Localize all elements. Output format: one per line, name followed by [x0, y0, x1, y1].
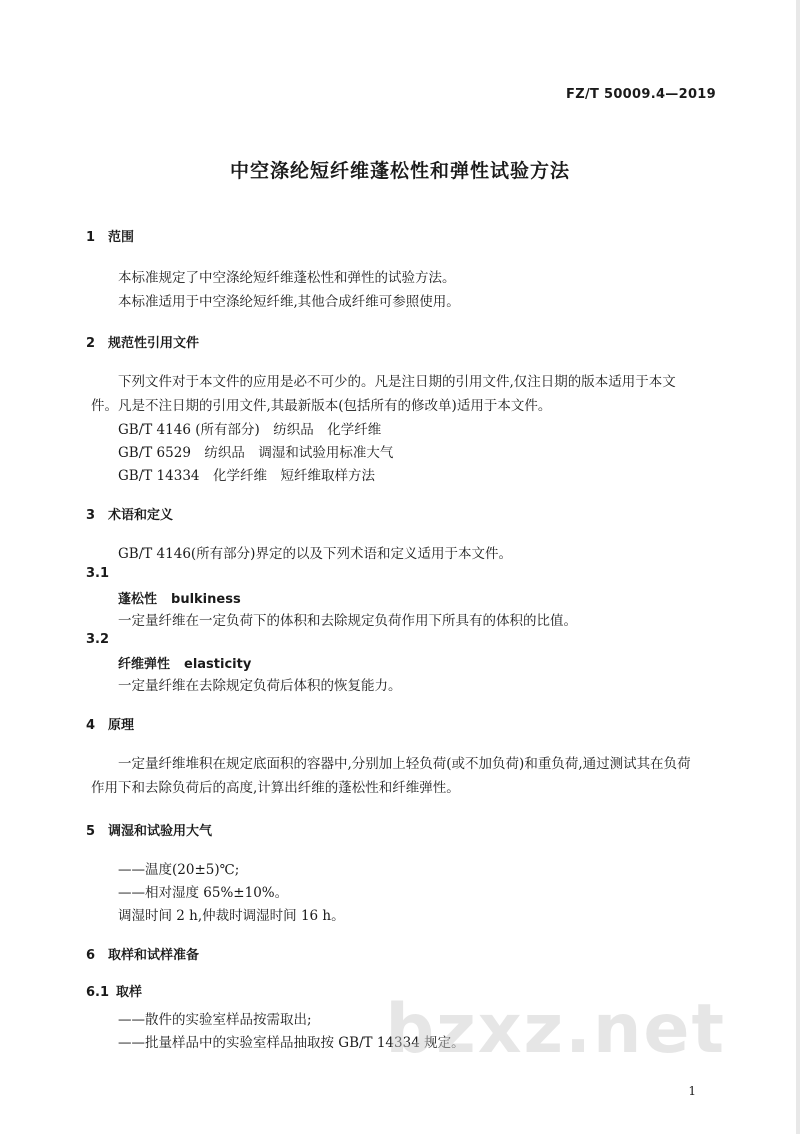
reference-item: GB/T 4146 (所有部分) 纺织品 化学纤维: [118, 422, 382, 438]
paragraph: 一定量纤维堆积在规定底面积的容器中,分别加上轻负荷(或不加负荷)和重负荷,通过测试其在负荷作用下和去除负荷后的高度,计算出纤维的蓬松性和纤维弹性。: [91, 756, 691, 796]
term-definition: 一定量纤维在去除规定负荷后体积的恢复能力。: [118, 678, 402, 694]
term-number: 3.2: [86, 632, 110, 647]
term-en: bulkiness: [171, 592, 241, 607]
section-1-heading: [86, 226, 134, 245]
term-en: elasticity: [184, 657, 252, 672]
section-number: 3: [86, 508, 96, 523]
standard-number: FZ/T 50009.4—2019: [566, 87, 716, 102]
section-title: 调湿和试验用大气: [108, 824, 213, 839]
section-number: 4: [86, 718, 96, 733]
section-number: 5: [86, 824, 96, 839]
list-item: ——相对湿度 65%±10%。: [118, 885, 289, 901]
section-4-heading: [86, 714, 134, 733]
section-number: 1: [86, 230, 96, 245]
reference-item: GB/T 14334 化学纤维 短纤维取样方法: [118, 468, 375, 484]
page-number: 1: [688, 1084, 696, 1098]
list-item: ——温度(20±5)℃;: [118, 862, 240, 878]
subsection-title: 取样: [116, 985, 143, 1000]
reference-item: GB/T 6529 纺织品 调湿和试验用标准大气: [118, 445, 394, 461]
section-title: 原理: [108, 718, 135, 733]
paragraph: 下列文件对于本文件的应用是必不可少的。凡是注日期的引用文件,仅注日期的版本适用于本文件。凡是不注日期的引用文件,其最新版本(包括所有的修改单)适用于本文件。: [91, 374, 676, 414]
term-zh: 蓬松性: [118, 592, 158, 607]
list-item: ——批量样品中的实验室样品抽取按 GB/T 14334 规定。: [118, 1035, 465, 1051]
section-title: 取样和试样准备: [108, 948, 200, 963]
section-2-heading: [86, 332, 199, 351]
term-definition: 一定量纤维在一定负荷下的体积和去除规定负荷作用下所具有的体积的比值。: [118, 613, 577, 629]
section-number: 2: [86, 336, 96, 351]
paragraph: 本标准适用于中空涤纶短纤维,其他合成纤维可参照使用。: [118, 294, 460, 310]
subsection-number: 6.1: [86, 985, 110, 1000]
term-zh: 纤维弹性: [118, 657, 171, 672]
paragraph: GB/T 4146(所有部分)界定的以及下列术语和定义适用于本文件。: [118, 546, 512, 562]
term-heading: [118, 588, 241, 607]
section-6-heading: [86, 944, 199, 963]
list-item: ——散件的实验室样品按需取出;: [118, 1012, 312, 1028]
section-3-heading: [86, 504, 173, 523]
term-number: 3.1: [86, 566, 110, 581]
section-title: 范围: [108, 230, 135, 245]
section-title: 术语和定义: [108, 508, 174, 523]
section-title: 规范性引用文件: [108, 336, 200, 351]
section-number: 6: [86, 948, 96, 963]
document-title: 中空涤纶短纤维蓬松性和弹性试验方法: [229, 160, 570, 182]
paragraph: 调湿时间 2 h,仲裁时调湿时间 16 h。: [118, 908, 345, 924]
watermark: bzxz.net: [385, 990, 726, 1069]
term-heading: [118, 653, 251, 672]
paragraph: 本标准规定了中空涤纶短纤维蓬松性和弹性的试验方法。: [118, 270, 456, 286]
subsection-6-1-heading: [86, 981, 142, 1000]
section-5-heading: [86, 820, 212, 839]
